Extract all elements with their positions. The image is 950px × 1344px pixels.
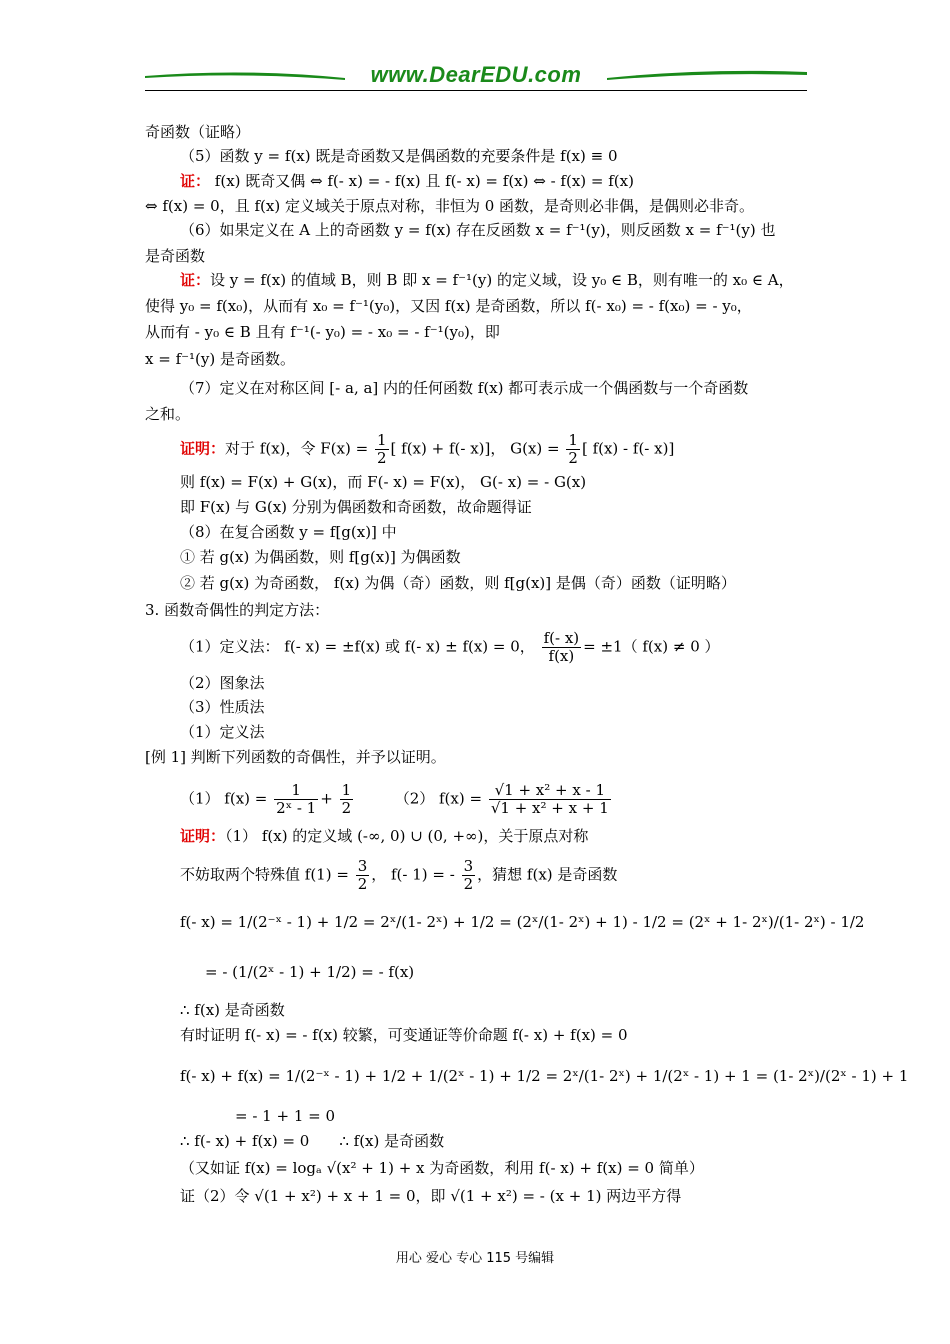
text-span: [ f(x) + f(- x)]， G(x) = bbox=[390, 439, 560, 458]
text-line-19: 3. 函数奇偶性的判定方法： bbox=[145, 601, 330, 619]
text-line-30: ∴ f(x) 是奇函数 bbox=[180, 1001, 285, 1019]
text-line-16: （8）在复合函数 y = f[g(x)] 中 bbox=[180, 523, 397, 541]
text-span: ，猜想 f(x) 是奇函数 bbox=[477, 865, 618, 884]
header-rule bbox=[145, 90, 807, 91]
text-span: ， f(- 1) = - bbox=[371, 865, 455, 884]
text-line-2: （5）函数 y = f(x) 既是奇函数又是偶函数的充要条件是 f(x) ≡ 0 bbox=[180, 147, 618, 165]
text-line-15: 即 F(x) 与 G(x) 分别为偶函数和奇函数，故命题得证 bbox=[180, 498, 532, 516]
text-span: （1） f(x) = bbox=[180, 789, 268, 808]
text-line-18: ② 若 g(x) 为奇函数， f(x) 为偶（奇）函数，则 f[g(x)] 是偶（奇）函数（证明略） bbox=[180, 574, 736, 592]
text-line-34 bbox=[180, 1131, 444, 1151]
text-line-24: [例 1] 判断下列函数的奇偶性，并予以证明。 bbox=[145, 748, 446, 766]
text-line-25 bbox=[180, 782, 613, 817]
text-span: 对于 f(x)，令 F(x) = bbox=[225, 439, 369, 458]
text-line-31: 有时证明 f(- x) = - f(x) 较繁，可变通证等价命题 f(- x) + f(x) = 0 bbox=[180, 1026, 628, 1044]
fraction: $\frac{\text{√1 + x² + x - 1}}{\text{√1 + x² + x + 1}}$ bbox=[490, 781, 609, 817]
text-line-33: = - 1 + 1 = 0 bbox=[235, 1107, 336, 1125]
proof-label: 证： bbox=[180, 271, 211, 289]
fraction: $\frac{f(- x)}{f(x)}$ bbox=[543, 629, 580, 665]
text-line-17: ① 若 g(x) 为偶函数，则 f[g(x)] 为偶函数 bbox=[180, 548, 461, 566]
fraction: $\frac{3}{2}$ bbox=[463, 857, 474, 893]
text-line-6: 是奇函数 bbox=[145, 247, 206, 265]
text-line-20 bbox=[180, 630, 720, 665]
fraction-half: $\frac{1}{2}$ bbox=[568, 431, 578, 467]
text-span: = ±1（ f(x) ≠ 0 ） bbox=[583, 637, 720, 656]
page-footer: 用心 爱心 专心 115 号编辑 bbox=[395, 1251, 555, 1266]
text-span: + bbox=[320, 789, 333, 808]
text-line-13 bbox=[180, 432, 674, 467]
text-line-4: ⇔ f(x) = 0，且 f(x) 定义域关于原点对称，非恒为 0 函数，是奇则必非偶，是偶则必非奇。 bbox=[145, 197, 755, 215]
text-line-27 bbox=[180, 858, 617, 893]
text-line-35: （又如证 f(x) = logₐ √(x² + 1) + x 为奇函数，利用 f(- x) + f(x) = 0 简单） bbox=[180, 1159, 704, 1177]
text-line-12: 之和。 bbox=[145, 405, 191, 423]
text-line-36: 证（2）令 √(1 + x²) + x + 1 = 0，即 √(1 + x²) = - (x + 1) 两边平方得 bbox=[180, 1187, 682, 1205]
text-line-9: 从而有 - y₀ ∈ B 且有 f⁻¹(- y₀) = - x₀ = - f⁻¹(y₀)，即 bbox=[145, 323, 500, 341]
text-span: （2） f(x) = bbox=[394, 789, 483, 808]
text-line-23: （1）定义法 bbox=[180, 723, 265, 741]
text-line-28: f(- x) = 1/(2⁻ˣ - 1) + 1/2 = 2ˣ/(1- 2ˣ) + 1/2 = (2ˣ/(1- 2ˣ) + 1) - 1/2 = (2ˣ + 1- 2ˣ)/(1- 2ˣ) - 1/2 bbox=[180, 913, 865, 931]
page-header bbox=[145, 62, 807, 94]
text-span: 不妨取两个特殊值 f(1) = bbox=[180, 865, 349, 884]
text-span: ∴ f(- x) + f(x) = 0 bbox=[180, 1132, 310, 1150]
text-span: 设 y = f(x) 的值域 B，则 B 即 x = f⁻¹(y) 的定义域，设 y₀ ∈ B，则有唯一的 x₀ ∈ A， bbox=[210, 271, 794, 289]
text-line-29: = - (1/(2ˣ - 1) + 1/2) = - f(x) bbox=[205, 963, 415, 981]
text-span: （1） f(x) 的定义域 (-∞, 0) ∪ (0, +∞)，关于原点对称 bbox=[225, 827, 589, 845]
text-line-10: x = f⁻¹(y) 是奇函数。 bbox=[145, 350, 295, 368]
fraction: $\frac{1}{\text{2ˣ - 1}}$ bbox=[276, 781, 317, 817]
text-span: （1）定义法： f(- x) = ±f(x) 或 f(- x) ± f(x) = 0， bbox=[180, 637, 535, 656]
text-line-3 bbox=[180, 171, 634, 191]
text-span: [ f(x) - f(- x)] bbox=[581, 439, 675, 458]
proof-label: 证： bbox=[180, 172, 211, 190]
text-line-21: （2）图象法 bbox=[180, 674, 265, 692]
site-logo[interactable]: www.DearEDU.com bbox=[370, 62, 582, 87]
text-line-5: （6）如果定义在 A 上的奇函数 y = f(x) 存在反函数 x = f⁻¹(y)，则反函数 x = f⁻¹(y) 也 bbox=[180, 221, 776, 239]
fraction-half: $\frac{1}{2}$ bbox=[376, 431, 387, 467]
text-line-8: 使得 y₀ = f(x₀)，从而有 x₀ = f⁻¹(y₀)，又因 f(x) 是奇函数，所以 f(- x₀) = - f(x₀) = - y₀， bbox=[145, 297, 752, 315]
text-span: f(x) 既奇又偶 ⇔ f(- x) = - f(x) 且 f(- x) = f(x) ⇔ - f(x) = f(x) bbox=[210, 172, 634, 190]
text-line-11: （7）定义在对称区间 [- a, a] 内的任何函数 f(x) 都可表示成一个偶函数与一个奇函数 bbox=[180, 379, 749, 397]
text-span: ∴ f(x) 是奇函数 bbox=[339, 1132, 445, 1150]
text-line-14: 则 f(x) = F(x) + G(x)，而 F(- x) = F(x)， G(- x) = - G(x) bbox=[180, 473, 587, 491]
text-line-7 bbox=[180, 270, 794, 290]
text-line-26 bbox=[180, 826, 588, 846]
text-line-32: f(- x) + f(x) = 1/(2⁻ˣ - 1) + 1/2 + 1/(2ˣ - 1) + 1/2 = 2ˣ/(1- 2ˣ) + 1/(2ˣ - 1) + 1 = (1- 2ˣ)/(2ˣ - 1) + 1 bbox=[180, 1067, 909, 1085]
fraction: $\frac{3}{2}$ bbox=[357, 857, 368, 893]
proof-label: 证明： bbox=[180, 439, 226, 458]
text-line-1: 奇函数（证略） bbox=[145, 123, 251, 141]
fraction-half: $\frac{1}{2}$ bbox=[341, 781, 352, 817]
text-line-22: （3）性质法 bbox=[180, 698, 265, 716]
proof-label: 证明： bbox=[180, 827, 226, 845]
